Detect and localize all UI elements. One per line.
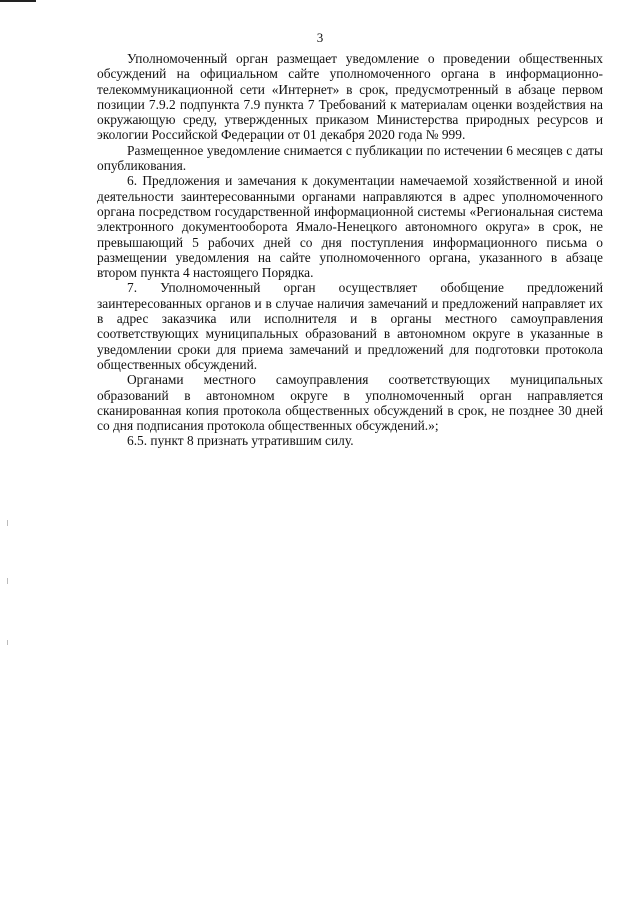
paragraph-item-6: 6. Предложения и замечания к документации намечаемой хозяйственной и иной деятельности заинтересованными органами направляются в адрес уполномоченного органа посредством государственной информационной системы «Региональная система электронного документооборота Ямало-Ненецкого автономного округа» в срок, не превышающий 5 рабочих дней со дня поступления информационного письма о размещении уведомления на сайте уполномоченного органа, указанного в абзаце втором пункта 4 настоящего Порядка. [97, 173, 603, 281]
document-body [97, 51, 603, 449]
paragraph-local-authorities: Органами местного самоуправления соответствующих муниципальных образований в автономном округе в уполномоченный орган направляется сканированная копия протокола общественных обсуждений в срок, не позднее 30 дней со дня подписания протокола общественных обсуждений.»; [97, 372, 603, 434]
page-number: 3 [316, 30, 324, 45]
paragraph-amendment-6-5: 6.5. пункт 8 признать утратившим силу. [127, 433, 354, 449]
scan-margin-mark [7, 578, 8, 584]
scan-edge-mark [0, 0, 36, 2]
paragraph-notice-publication: Уполномоченный орган размещает уведомление о проведении общественных обсуждений на официальном сайте уполномоченного органа в информационно-телекоммуникационной сети «Интернет» в срок, предусмотренный в абзаце первом позиции 7.9.2 подпункта 7.9 пункта 7 Требований к материалам оценки воздействия на окружающую среду, утвержденных приказом Министерства природных ресурсов и экологии Российской Федерации от 01 декабря 2020 года № 999. [97, 51, 603, 143]
scan-margin-mark [7, 520, 8, 526]
paragraph-notice-removal: Размещенное уведомление снимается с публикации по истечении 6 месяцев с даты опубликования. [97, 142, 603, 174]
paragraph-item-7: 7. Уполномоченный орган осуществляет обобщение предложений заинтересованных органов и в случае наличия замечаний и предложений направляет их в адрес заказчика или исполнителя и в органы местного самоуправления соответствующих муниципальных образований в автономном округе в указанные в уведомлении сроки для приема замечаний и предложений для подготовки протокола общественных обсуждений. [97, 280, 603, 372]
scan-margin-mark [7, 640, 8, 645]
